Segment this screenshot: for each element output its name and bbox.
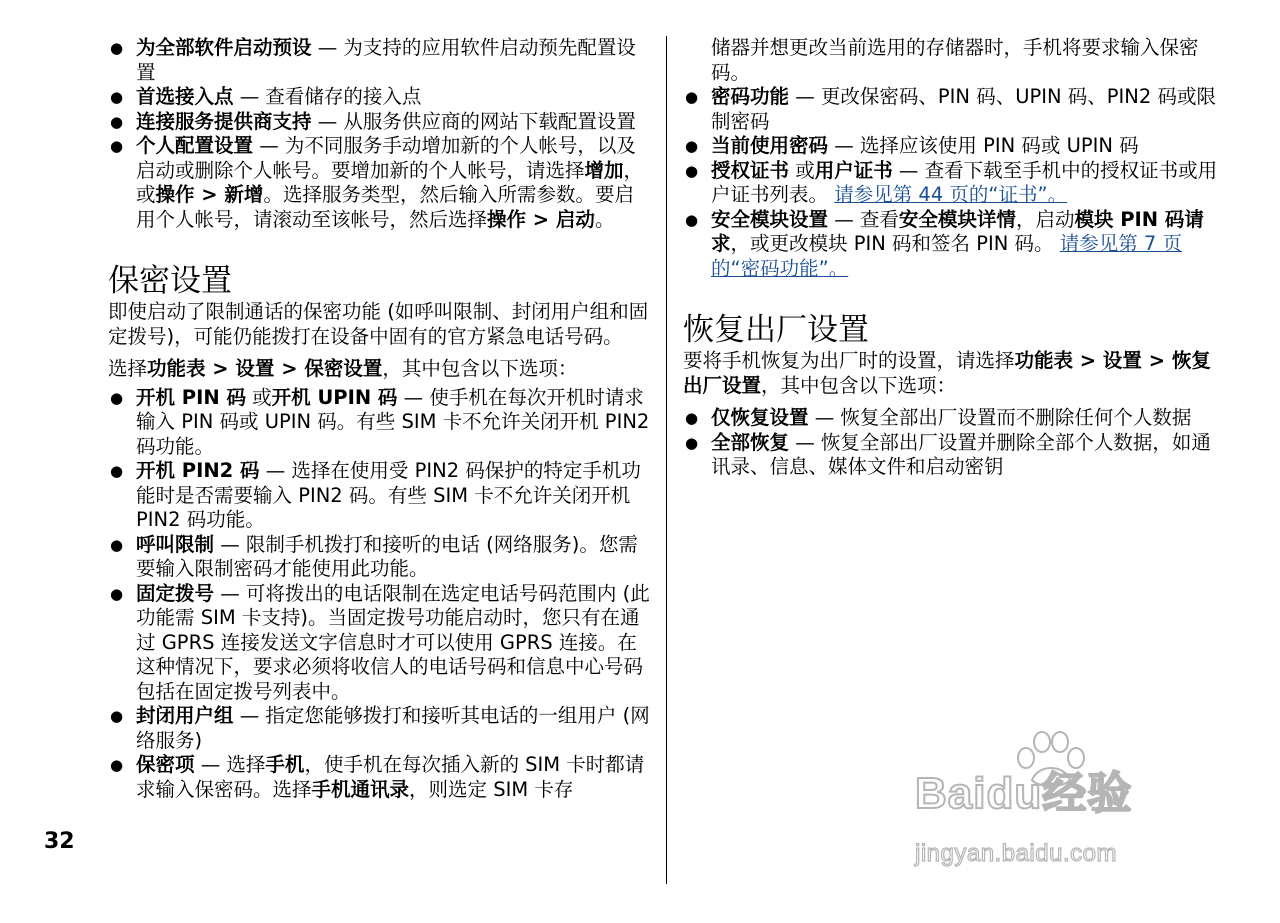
continued-text: 储器并想更改当前选用的存储器时，手机将要求输入保密码。 (711, 36, 1199, 84)
option-desc: — 使手机在每次开机时请求输入 PIN 码或 UPIN 码。有些 SIM 卡不允许关闭开机 PIN2 码功能。 (136, 385, 650, 458)
restore-menu-path (683, 349, 1228, 398)
security-intro: 即使启动了限制通话的保密功能 (如呼叫限制、封闭用户组和固定拨号)，可能仍能拨打在设备中固有的官方紧急电话号码。 (108, 300, 649, 348)
option-desc: — 更改保密码、PIN 码、UPIN 码、PIN2 码或限制密码 (711, 85, 1216, 133)
list-item (108, 85, 653, 110)
option-desc: — 选择 (194, 753, 266, 776)
path-prefix: 选择 (108, 357, 148, 380)
option-desc: — 为不同服务手动增加新的个人帐号，以及启动或删除个人帐号。要增加新的个人帐号，请选择 (136, 134, 636, 182)
option-desc: — 可将拨出的电话限制在选定电话号码范围内 (此功能需 SIM 卡支持)。当固定拨号功能启动时，您只有在通过 GPRS 连接发送文字信息时才可以使用 GPRS 连接。在这种情况下，要求必须将收信人的电话号码和信息中心号码包括在固定拨号列表中。 (136, 581, 650, 703)
option-term: 呼叫限制 (136, 532, 215, 556)
option-term: 用户证书 (814, 158, 893, 182)
restore-options-list (683, 406, 1228, 480)
list-item (108, 386, 653, 460)
list-item (108, 753, 653, 802)
option-term: 首选接入点 (136, 85, 234, 108)
option-term: 开机 UPIN 码 (271, 385, 398, 409)
path-suffix: ，其中包含以下选项： (382, 357, 578, 380)
list-item (108, 704, 653, 753)
option-term: 当前使用密码 (711, 134, 829, 157)
option-term: 连接服务提供商支持 (136, 109, 312, 133)
option-term: 个人配置设置 (136, 134, 254, 157)
option-connector: 或 (789, 158, 815, 182)
option-term: 为全部软件启动预设 (136, 36, 312, 59)
menu-command: 安全模块详情 (898, 207, 1016, 231)
option-desc: ，启动 (1015, 207, 1075, 231)
certificates-link[interactable]: 请参见第 44 页的“证书”。 (834, 183, 1068, 206)
option-desc: — 查看储存的接入点 (233, 85, 422, 108)
security-options-list (108, 386, 653, 803)
option-desc: — 恢复全部出厂设置并删除全部个人数据，如通讯录、信息、媒体文件和启动密钥 (711, 430, 1211, 478)
option-term: 授权证书 (711, 158, 790, 182)
list-item (683, 134, 1228, 159)
option-term: 保密项 (136, 753, 195, 776)
menu-command: 操作 > 启动 (487, 207, 595, 231)
option-desc: — 从服务供应商的网站下载配置设置 (311, 109, 636, 133)
path-prefix: 要将手机恢复为出厂时的设置，请选择 (683, 349, 1015, 372)
option-term: 仅恢复设置 (711, 406, 809, 429)
security-menu-path (108, 357, 653, 382)
option-desc: ，使手机在每次插入新的 SIM 卡时都请求输入保密码。选择 (136, 753, 645, 801)
list-item (108, 36, 653, 85)
option-desc: — 限制手机拨打和接听的电话 (网络服务)。您需要输入限制密码才能使用此功能。 (136, 532, 638, 580)
list-item (108, 582, 653, 705)
list-item (683, 431, 1228, 480)
list-item (683, 159, 1228, 208)
list-item (108, 533, 653, 582)
list-item (683, 406, 1228, 431)
security-options-list-cont (683, 85, 1228, 281)
watermark-logo: Baidu经验 (915, 769, 1133, 818)
list-item (108, 459, 653, 533)
menu-command: 手机通讯录 (311, 777, 410, 801)
menu-path: 功能表 > 设置 > 保密设置 (147, 357, 383, 380)
option-desc: 。 (594, 207, 615, 231)
option-connector: 或 (245, 385, 272, 409)
menu-command: 模块 PIN 码请求 (711, 207, 1204, 255)
right-column (683, 36, 1228, 480)
path-suffix: ，其中包含以下选项： (761, 373, 957, 397)
option-term: 固定拨号 (136, 581, 215, 605)
menu-command: 操作 > 新增 (155, 183, 264, 206)
option-desc: — 查看下载至手机中的授权证书或用户证书列表。 (711, 158, 1218, 206)
option-desc: ，或更改模块 PIN 码和签名 PIN 码。 (730, 232, 1054, 255)
list-item (108, 110, 653, 135)
option-term: 开机 PIN2 码 (136, 459, 260, 482)
option-term: 安全模块设置 (711, 207, 829, 231)
baidu-watermark (905, 720, 1205, 890)
option-desc: ，则选定 SIM 卡存 (409, 777, 574, 801)
option-desc: ，或 (136, 158, 644, 206)
menu-path: 功能表 > 设置 > 恢复出厂设置 (683, 349, 1211, 397)
option-desc: 。选择服务类型，然后输入所需参数。要启用个人帐号，请滚动至该帐号，然后选择 (136, 183, 634, 231)
option-desc: — 选择应该使用 PIN 码或 UPIN 码 (828, 134, 1139, 157)
option-desc: — 为支持的应用软件启动预先配置设置 (136, 36, 636, 84)
watermark-url: jingyan.baidu.com (915, 840, 1117, 867)
option-term: 密码功能 (711, 85, 790, 108)
option-desc: — 指定您能够拨打和接听其电话的一组用户 (网络服务) (136, 704, 650, 752)
column-divider (666, 36, 667, 884)
option-desc: — 恢复全部出厂设置而不删除任何个人数据 (808, 406, 1192, 429)
list-item (683, 85, 1228, 134)
access-codes-link[interactable]: 请参见第 7 页的“密码功能”。 (711, 232, 1183, 280)
option-term: 封闭用户组 (136, 704, 234, 727)
page-number: 32 (44, 829, 75, 854)
config-options-list (108, 36, 653, 232)
menu-command: 手机 (265, 753, 305, 776)
list-item (683, 208, 1228, 282)
list-item (108, 134, 653, 232)
menu-command: 增加 (584, 158, 624, 182)
option-term: 全部恢复 (711, 430, 790, 454)
option-desc: — 选择在使用受 PIN2 码保护的特定手机功能时是否需要输入 PIN2 码。有些 SIM 卡不允许关闭开机 PIN2 码功能。 (136, 459, 641, 531)
option-term: 开机 PIN 码 (136, 385, 246, 409)
restore-heading: 恢复出厂设置 (683, 312, 869, 348)
left-column (108, 36, 653, 802)
option-desc: — 查看 (828, 207, 899, 231)
security-heading: 保密设置 (108, 263, 232, 299)
